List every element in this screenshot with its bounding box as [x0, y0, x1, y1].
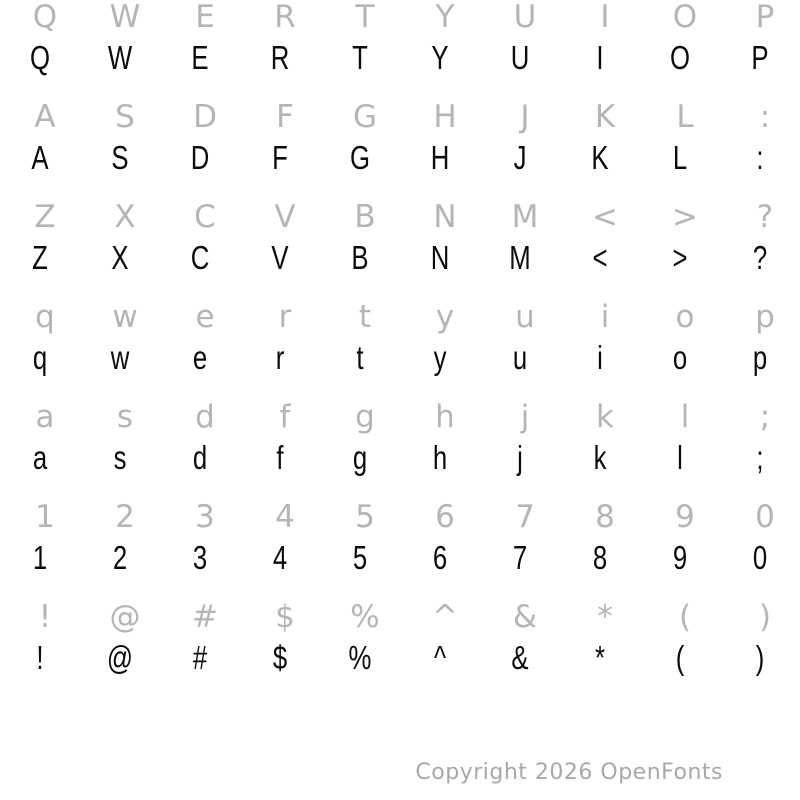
ghost-glyph: ?	[756, 199, 774, 235]
ghost-glyph: e	[195, 299, 215, 335]
ghost-glyph: >	[672, 199, 698, 235]
glyph: h	[432, 439, 448, 476]
copyright-text: Copyright 2026 OpenFonts	[415, 760, 723, 785]
ghost-glyph: U	[513, 0, 537, 35]
ghost-glyph: *	[597, 599, 613, 635]
glyph: %	[348, 639, 372, 676]
ghost-glyph: 6	[435, 499, 455, 535]
ghost-glyph: J	[520, 99, 530, 135]
ghost-glyph: E	[195, 0, 215, 35]
glyph: T	[352, 39, 368, 76]
ghost-glyph: H	[433, 99, 457, 135]
ghost-row	[5, 397, 800, 437]
specimen-row	[0, 338, 800, 378]
specimen-row	[0, 238, 800, 278]
ghost-row	[5, 97, 800, 137]
character-row-pair	[0, 600, 800, 700]
ghost-glyph: f	[279, 399, 291, 435]
ghost-glyph: l	[680, 399, 690, 435]
ghost-glyph: O	[672, 0, 698, 35]
specimen-row	[0, 138, 800, 178]
glyph: l	[677, 439, 683, 476]
specimen-row	[0, 638, 800, 678]
glyph: (	[675, 639, 685, 676]
glyph: 7	[512, 539, 528, 576]
ghost-glyph: :	[759, 99, 771, 135]
glyph: r	[275, 339, 285, 376]
glyph: B	[351, 239, 369, 276]
ghost-glyph: 5	[355, 499, 375, 535]
ghost-glyph: $	[275, 599, 295, 635]
ghost-row	[5, 297, 800, 337]
glyph: A	[31, 139, 49, 176]
ghost-glyph: A	[34, 99, 56, 135]
specimen-row	[0, 38, 800, 78]
glyph: H	[430, 139, 450, 176]
ghost-glyph: Z	[34, 199, 56, 235]
glyph: Q	[29, 39, 51, 76]
character-row-pair	[0, 400, 800, 500]
glyph: 3	[192, 539, 208, 576]
glyph: 5	[352, 539, 368, 576]
glyph: f	[276, 439, 284, 476]
glyph: !	[36, 639, 44, 676]
ghost-glyph: s	[116, 399, 134, 435]
glyph: a	[32, 439, 48, 476]
ghost-glyph: I	[600, 0, 610, 35]
glyph: ?	[752, 239, 768, 276]
ghost-glyph: (	[678, 599, 692, 635]
ghost-glyph: T	[355, 0, 375, 35]
glyph: t	[356, 339, 364, 376]
glyph: j	[517, 439, 523, 476]
ghost-glyph: Q	[32, 0, 58, 35]
ghost-glyph: 7	[515, 499, 535, 535]
ghost-glyph: M	[511, 199, 539, 235]
glyph: ;	[756, 439, 764, 476]
ghost-glyph: o	[675, 299, 695, 335]
glyph: #	[192, 639, 208, 676]
ghost-glyph: ;	[759, 399, 771, 435]
glyph: X	[111, 239, 129, 276]
glyph: E	[191, 39, 209, 76]
ghost-glyph: 4	[275, 499, 295, 535]
ghost-glyph: y	[435, 299, 455, 335]
glyph: L	[672, 139, 688, 176]
glyph: 4	[272, 539, 288, 576]
glyph: I	[596, 39, 604, 76]
ghost-glyph: &	[512, 599, 538, 635]
glyph: C	[190, 239, 210, 276]
ghost-glyph: p	[755, 299, 775, 335]
glyph: >	[672, 239, 688, 276]
ghost-glyph: C	[194, 199, 216, 235]
glyph: *	[594, 639, 606, 676]
glyph: K	[591, 139, 609, 176]
ghost-glyph: a	[35, 399, 55, 435]
ghost-glyph: 2	[115, 499, 135, 535]
ghost-glyph: S	[115, 99, 135, 135]
ghost-glyph: Y	[435, 0, 455, 35]
glyph: 2	[112, 539, 128, 576]
ghost-glyph: )	[758, 599, 772, 635]
ghost-glyph: L	[676, 99, 694, 135]
glyph: Y	[431, 39, 449, 76]
glyph: 9	[672, 539, 688, 576]
ghost-glyph: @	[109, 599, 141, 635]
glyph: @	[106, 639, 134, 676]
glyph: S	[111, 139, 129, 176]
character-row-pair	[0, 200, 800, 300]
glyph: :	[756, 139, 764, 176]
ghost-glyph: i	[600, 299, 610, 335]
glyph: J	[513, 139, 527, 176]
ghost-glyph: X	[114, 199, 136, 235]
glyph: w	[110, 339, 130, 376]
ghost-glyph: j	[520, 399, 530, 435]
ghost-glyph: P	[755, 0, 775, 35]
glyph: y	[433, 339, 447, 376]
glyph: 0	[752, 539, 768, 576]
ghost-glyph: t	[358, 299, 372, 335]
ghost-row	[5, 497, 800, 537]
character-row-pair	[0, 0, 800, 100]
glyph: F	[272, 139, 288, 176]
glyph: u	[512, 339, 528, 376]
ghost-glyph: h	[435, 399, 455, 435]
ghost-row	[5, 597, 800, 637]
glyph: Z	[32, 239, 48, 276]
ghost-glyph: <	[592, 199, 618, 235]
ghost-glyph: F	[276, 99, 294, 135]
ghost-glyph: B	[354, 199, 376, 235]
character-row-pair	[0, 100, 800, 200]
ghost-glyph: %	[350, 599, 380, 635]
glyph: s	[113, 439, 127, 476]
ghost-glyph: k	[596, 399, 614, 435]
glyph: q	[32, 339, 48, 376]
glyph: k	[593, 439, 607, 476]
glyph: p	[752, 339, 768, 376]
glyph: ^	[433, 639, 447, 676]
glyph: &	[511, 639, 529, 676]
ghost-glyph: G	[352, 99, 378, 135]
glyph: U	[510, 39, 530, 76]
glyph: P	[751, 39, 769, 76]
glyph: )	[755, 639, 765, 676]
glyph: e	[192, 339, 208, 376]
glyph: N	[430, 239, 450, 276]
ghost-glyph: D	[193, 99, 217, 135]
ghost-row	[5, 0, 800, 37]
ghost-glyph: d	[195, 399, 215, 435]
glyph: 1	[32, 539, 48, 576]
character-row-pair	[0, 300, 800, 400]
glyph: G	[349, 139, 371, 176]
ghost-glyph: 3	[195, 499, 215, 535]
glyph: <	[592, 239, 608, 276]
ghost-glyph: r	[278, 299, 292, 335]
ghost-glyph: #	[192, 599, 218, 635]
character-row-pair	[0, 500, 800, 600]
specimen-row	[0, 438, 800, 478]
ghost-glyph: g	[355, 399, 375, 435]
ghost-glyph: ^	[432, 599, 458, 635]
ghost-glyph: w	[112, 299, 138, 335]
glyph: 6	[432, 539, 448, 576]
specimen-row	[0, 538, 800, 578]
ghost-glyph: 9	[675, 499, 695, 535]
ghost-glyph: 8	[595, 499, 615, 535]
ghost-row	[5, 197, 800, 237]
glyph: $	[272, 639, 288, 676]
ghost-glyph: R	[274, 0, 296, 35]
ghost-glyph: q	[35, 299, 55, 335]
glyph: V	[271, 239, 289, 276]
ghost-glyph: V	[274, 199, 296, 235]
glyph: M	[509, 239, 531, 276]
ghost-glyph: 0	[755, 499, 775, 535]
ghost-glyph: W	[109, 0, 141, 35]
glyph: 8	[592, 539, 608, 576]
ghost-glyph: 1	[35, 499, 55, 535]
glyph: R	[270, 39, 290, 76]
glyph: d	[192, 439, 208, 476]
glyph: W	[107, 39, 133, 76]
ghost-glyph: N	[433, 199, 457, 235]
glyph: o	[672, 339, 688, 376]
glyph: D	[190, 139, 210, 176]
ghost-glyph: u	[515, 299, 535, 335]
ghost-glyph: !	[38, 599, 52, 635]
glyph: g	[352, 439, 368, 476]
glyph: O	[669, 39, 691, 76]
ghost-glyph: K	[594, 99, 616, 135]
glyph: i	[597, 339, 603, 376]
